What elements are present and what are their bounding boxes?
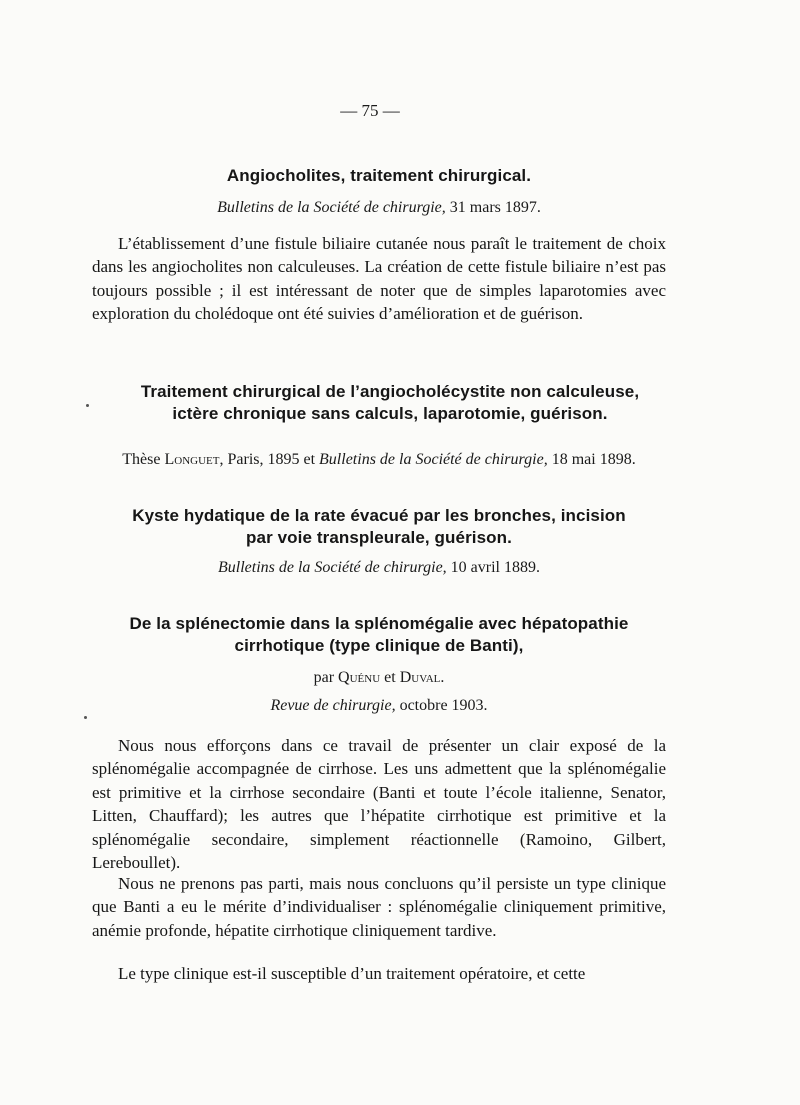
authors-prefix: par [313,669,335,686]
section-title-line-1: Traitement chirurgical de l’angiocholécystite non calculeuse, [140,382,640,401]
source-journal: Revue de chirurgie, [270,697,396,714]
page-number: — 75 — [340,101,400,120]
paragraph-angiocholites: L’établissement d’une fistule biliaire cutanée nous paraît le traitement de choix dans les angiocholites non calculeuses. La création de cette fistule biliaire n’est pas toujours possible ; il est intéressant de noter que de simples laparotomies avec exploration du cholédoque ont été suivies d’amélioration et de guérison. [92,234,666,324]
section-source-3 [92,559,666,577]
paragraph-splenomegalie: Nous nous efforçons dans ce travail de présenter un clair exposé de la splénomégalie accompagnée de cirrhose. Les uns admettent que la splénomégalie est primitive et la cirrhose secondaire (Banti et toute l’école italienne, Senator, Litten, Chauffard); les autres que l’hépatite cirrhotique est primitive et la splénomégalie secondaire, simplement réactionnelle (Ramoino, Gilbert, Lereboullet). [92,736,666,873]
section-title-angiocholites [92,165,666,187]
section-title-line-1: De la splénectomie dans la splénomégalie avec hépatopathie [129,614,629,633]
section-title-splenectomie [92,613,666,657]
section-title-text: Angiocholites, traitement chirurgical. [226,166,532,185]
section-title-kyste-hydatique [92,505,666,549]
scan-speck [84,716,87,719]
source-place-year: Paris, 1895 et [227,451,316,468]
section-source-1 [92,199,666,217]
section-title-line-1: Kyste hydatique de la rate évacué par les bronches, incision [132,506,626,525]
source-date: 31 mars 1897. [449,199,541,216]
paragraph-traitement-operatoire: Le type clinique est-il susceptible d’un traitement opératoire, et cette [118,964,586,983]
source-prefix: Thèse [122,451,161,468]
authors-conj: et [384,669,396,686]
section-authors [92,669,666,687]
section-title-angiocholecystite [60,381,720,425]
source-author: Longuet, [164,451,224,468]
source-date: 18 mai 1898. [551,451,636,468]
section-title-line-2: par voie transpleurale, guérison. [246,528,512,547]
section-source-4 [92,697,666,715]
author-duval: Duval. [399,669,445,686]
source-date: 10 avril 1889. [450,559,540,576]
source-journal: Bulletins de la Société de chirurgie, [217,199,446,216]
section-title-line-2: cirrhotique (type clinique de Banti), [234,636,524,655]
scan-speck [86,404,89,407]
section-title-line-2: ictère chronique sans calculs, laparotomie, guérison. [172,404,608,423]
source-journal: Bulletins de la Société de chirurgie, [319,451,548,468]
author-quenu: Quénu [338,669,381,686]
source-date: octobre 1903. [399,697,488,714]
section-source-2 [92,451,666,469]
source-journal: Bulletins de la Société de chirurgie, [217,559,447,576]
paragraph-type-clinique: Nous ne prenons pas parti, mais nous concluons qu’il persiste un type clinique que Banti a eu le mérite d’individualiser : splénomégalie cliniquement primitive, anémie profonde, hépatite cirrhotique cliniquement tardive. [92,874,666,940]
